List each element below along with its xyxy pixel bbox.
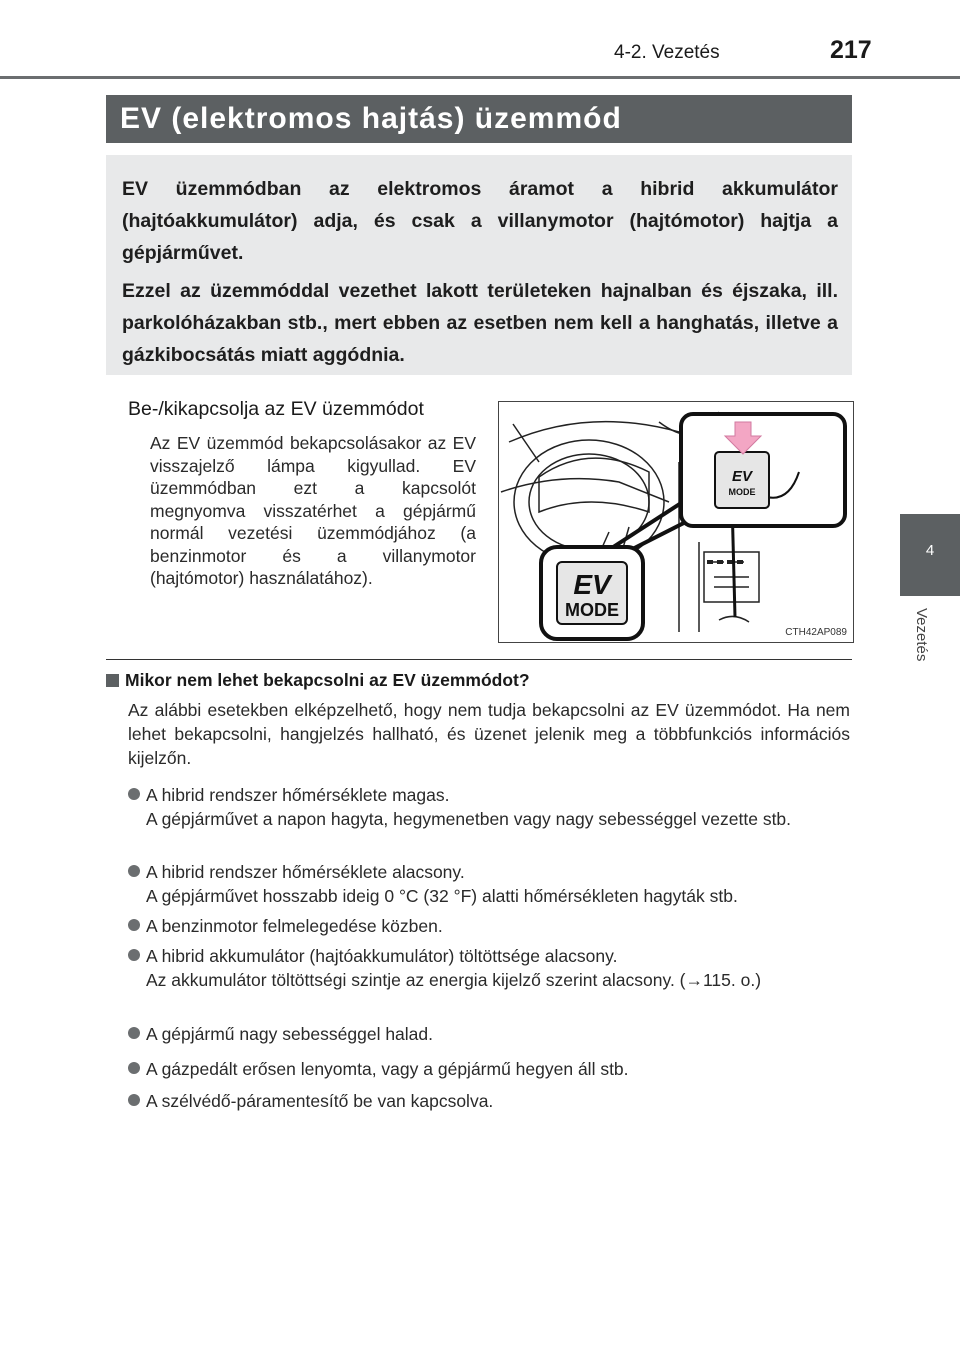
bullet-dot-icon [128,1094,140,1106]
bullet-detail: A gépjárművet a napon hagyta, hegymenetben vagy nagy sebességgel vezette stb. [146,809,792,829]
bullet-dot-icon [128,788,140,800]
question-body: Az alábbi esetekben elképzelhető, hogy nem tudja bekapcsolni az EV üzemmódot. Ha nem lehet bekapcsolni, hangjelzés hallható, és üzenet jelenik meg a többfunkciós információs kijelzőn. [128,700,850,768]
bullet-text: A hibrid rendszer hőmérséklete magas. [146,785,450,805]
bullet-dot-icon [128,919,140,931]
bullet-detail: Az akkumulátor töltöttségi szintje az energia kijelző szerint alacsony. (→115. o.) [146,970,762,990]
section-title-bar [106,95,852,143]
intro-paragraph-1: EV üzemmódban az elektromos áramot a hibrid akkumulátor (hajtóakkumulátor) adja, és csak a villanymotor (hajtómotor) hajtja a gépjárművet. [122,178,838,264]
bullet-text: A hibrid rendszer hőmérséklete alacsony. [146,862,465,882]
page-number: 217 [830,36,872,64]
header-rule [0,76,960,79]
bullet-dot-icon [128,949,140,961]
chapter-number: 4 [925,542,935,559]
ev-mode-button-large-bottom: MODE [565,600,619,620]
bullet-detail: A gépjárművet hosszabb ideig 0 °C (32 °F) alatti hőmérsékleten hagyták stb. [146,886,738,906]
question-heading-text: Mikor nem lehet bekapcsolni az EV üzemmódot? [125,670,530,690]
bullet-dot-icon [128,1027,140,1039]
ev-mode-button-small-top: EV [731,468,753,485]
step-title: Be-/kikapcsolja az EV üzemmódot [128,398,424,420]
intro-paragraph-2: Ezzel az üzemmóddal vezethet lakott területeken hajnalban és éjszaka, ill. parkolóházakban stb., mert ebben az esetben nem kell a hanghatás, illetve a gázkibocsátás miatt aggódnia. [122,280,838,366]
running-header-section: 4-2. Vezetés [614,42,720,63]
bullet-dot-icon [128,865,140,877]
bullet-text: A gépjármű nagy sebességgel halad. [146,1024,434,1044]
section-title: EV (elektromos hajtás) üzemmód [120,102,622,135]
bullet-text: A benzinmotor felmelegedése közben. [146,916,443,936]
ev-mode-button-large-top: EV [573,569,611,600]
dashboard-illustration [498,401,854,643]
section-divider [106,659,852,660]
bullet-text: A hibrid akkumulátor (hajtóakkumulátor) töltöttsége alacsony. [146,946,618,966]
dashboard-drawing [499,402,853,642]
bullet-dot-icon [128,1062,140,1074]
bullet-text: A gázpedált erősen lenyomta, vagy a gépjármű hegyen áll stb. [146,1059,629,1079]
square-bullet-icon [106,674,119,687]
chapter-label: Vezetés [913,608,930,662]
step-description: Az EV üzemmód bekapcsolásakor az EV visszajelző lámpa kigyullad. EV üzemmódban ezt a kapcsolót megnyomva visszatérhet a gépjármű normál vezetési üzemmódjához (a benzinmotor és a villanymotor (hajtómotor) használatához). [150,433,476,588]
figure-code: CTH42AP089 [785,627,847,638]
intro-box [106,155,852,375]
question-heading [106,670,530,691]
chapter-tab [900,514,960,596]
bullet-text: A szélvédő-páramentesítő be van kapcsolva. [146,1091,494,1111]
ev-mode-button-small-bottom: MODE [728,487,756,497]
